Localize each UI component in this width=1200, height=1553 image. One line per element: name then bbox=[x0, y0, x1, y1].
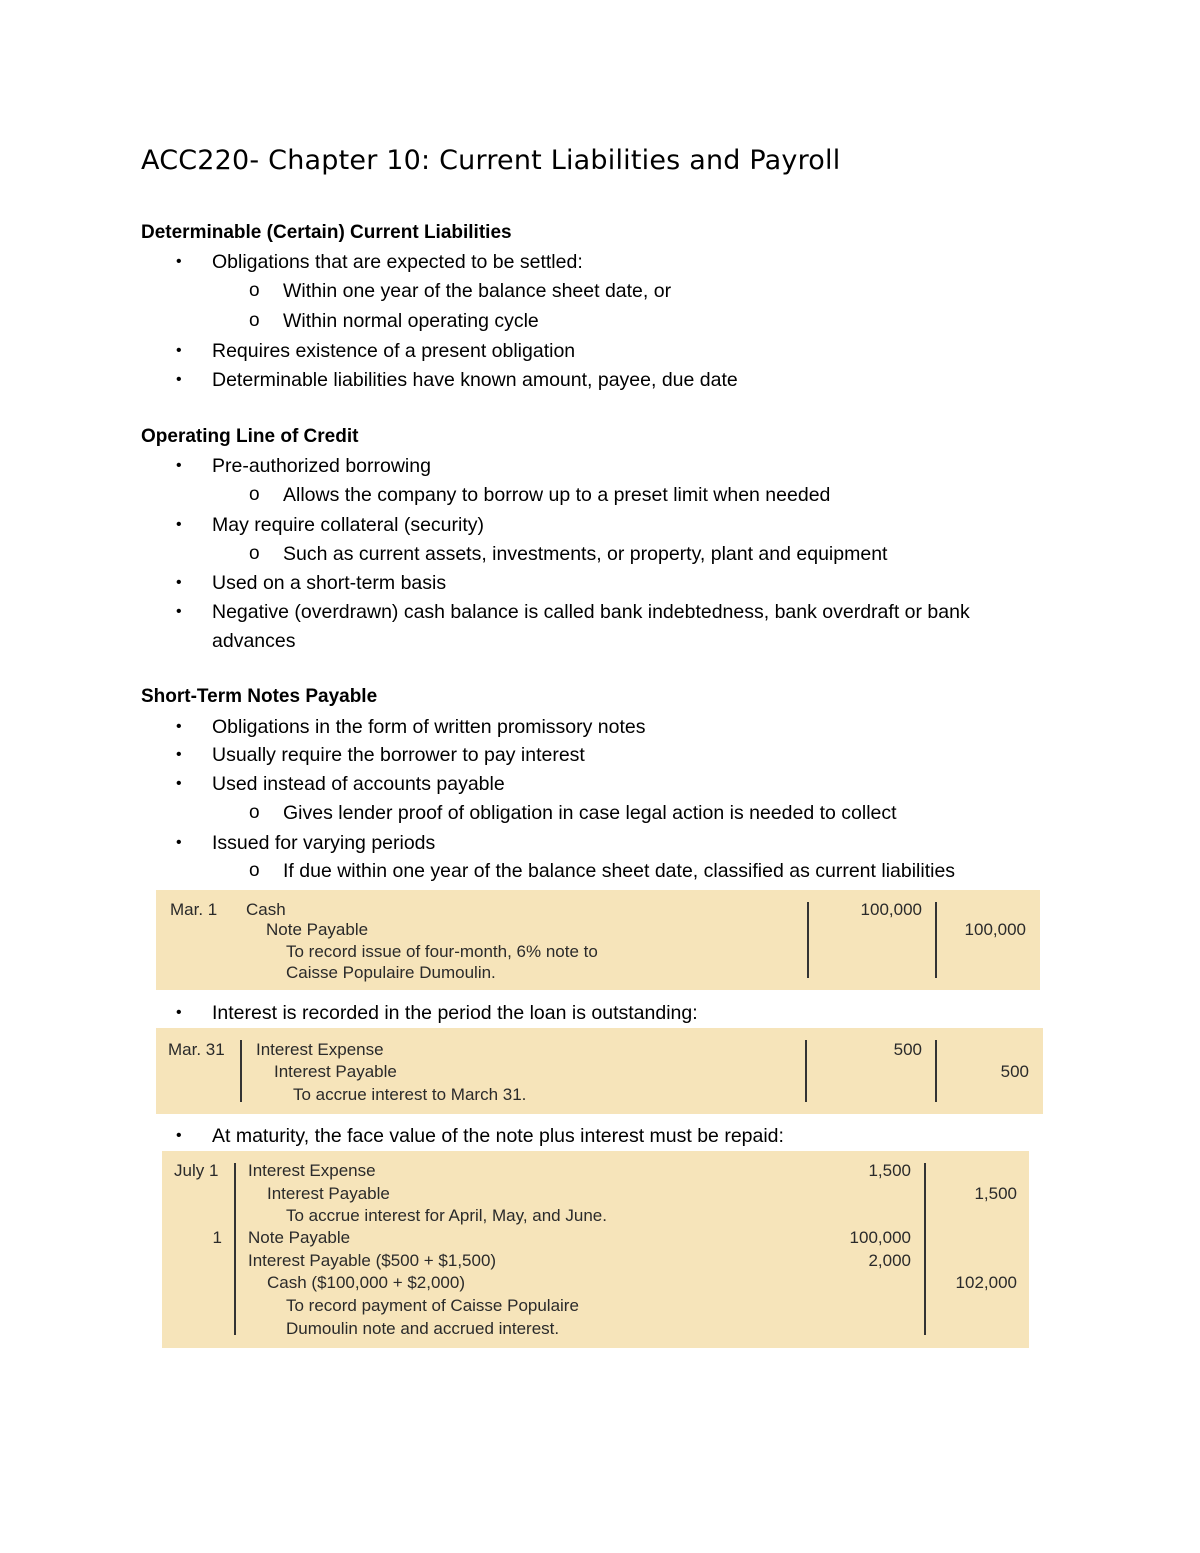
bullet-icon: • bbox=[176, 253, 182, 270]
list-item: Requires existence of a present obligation bbox=[212, 340, 576, 362]
bullet-icon: • bbox=[176, 718, 182, 735]
sub-bullet-icon: o bbox=[249, 484, 260, 505]
sub-bullet-icon: o bbox=[249, 280, 260, 301]
journal-debit-account: Note Payable bbox=[248, 1228, 351, 1247]
list-subitem: Such as current assets, investments, or property, plant and equipment bbox=[283, 543, 888, 565]
journal-entry-accrue-interest bbox=[156, 1028, 1043, 1114]
list-item: Interest is recorded in the period the loan is outstanding: bbox=[212, 1002, 698, 1024]
list-item: Used instead of accounts payable bbox=[212, 773, 505, 795]
journal-entry-maturity bbox=[162, 1151, 1029, 1348]
bullet-icon: • bbox=[176, 746, 182, 763]
journal-date: Mar. 31 bbox=[168, 1040, 225, 1059]
journal-credit-account: Interest Payable bbox=[274, 1062, 397, 1081]
list-item: Usually require the borrower to pay interest bbox=[212, 744, 585, 766]
bullet-icon: • bbox=[176, 574, 182, 591]
journal-debit-account: Interest Expense bbox=[256, 1040, 384, 1059]
journal-debit-amount: 1,500 bbox=[868, 1161, 911, 1180]
list-item-continuation: advances bbox=[212, 630, 296, 652]
journal-memo: To record payment of Caisse Populaire bbox=[286, 1296, 579, 1315]
journal-debit-account: Cash bbox=[246, 900, 286, 919]
section-heading-determinable: Determinable (Certain) Current Liabilities bbox=[141, 222, 512, 243]
column-divider bbox=[240, 1040, 242, 1102]
journal-credit-amount: 102,000 bbox=[955, 1273, 1017, 1292]
sub-bullet-icon: o bbox=[249, 860, 260, 881]
journal-credit-account: Cash ($100,000 + $2,000) bbox=[267, 1273, 466, 1292]
journal-credit-amount: 1,500 bbox=[974, 1184, 1017, 1203]
bullet-icon: • bbox=[176, 371, 182, 388]
column-divider bbox=[805, 1040, 807, 1102]
journal-date: 1 bbox=[212, 1228, 222, 1247]
journal-memo: To accrue interest to March 31. bbox=[293, 1085, 527, 1104]
list-item: May require collateral (security) bbox=[212, 514, 485, 536]
journal-debit-account: Interest Expense bbox=[248, 1161, 376, 1180]
list-subitem: If due within one year of the balance sheet date, classified as current liabilities bbox=[283, 860, 956, 882]
bullet-icon: • bbox=[176, 834, 182, 851]
journal-debit-account: Interest Payable ($500 + $1,500) bbox=[248, 1251, 497, 1270]
column-divider bbox=[935, 1040, 937, 1102]
bullet-icon: • bbox=[176, 342, 182, 359]
list-item: Negative (overdrawn) cash balance is called bank indebtedness, bank overdraft or bank bbox=[212, 601, 970, 623]
list-item: Pre-authorized borrowing bbox=[212, 455, 431, 477]
list-item: Obligations that are expected to be settled: bbox=[212, 251, 583, 273]
journal-debit-amount: 2,000 bbox=[868, 1251, 911, 1270]
column-divider bbox=[234, 1163, 236, 1335]
sub-bullet-icon: o bbox=[249, 802, 260, 823]
section-heading-line-of-credit: Operating Line of Credit bbox=[141, 426, 359, 447]
sub-bullet-icon: o bbox=[249, 543, 260, 564]
sub-bullet-icon: o bbox=[249, 310, 260, 331]
list-item: At maturity, the face value of the note plus interest must be repaid: bbox=[212, 1125, 784, 1147]
journal-credit-amount: 100,000 bbox=[964, 920, 1026, 939]
list-subitem: Within one year of the balance sheet date, or bbox=[283, 280, 672, 302]
journal-memo: To accrue interest for April, May, and June. bbox=[286, 1206, 607, 1225]
list-item: Used on a short-term basis bbox=[212, 572, 447, 594]
bullet-icon: • bbox=[176, 457, 182, 474]
column-divider bbox=[807, 902, 809, 978]
bullet-icon: • bbox=[176, 1004, 182, 1021]
bullet-icon: • bbox=[176, 516, 182, 533]
journal-debit-amount: 100,000 bbox=[849, 1228, 911, 1247]
bullet-icon: • bbox=[176, 1127, 182, 1144]
list-item: Issued for varying periods bbox=[212, 832, 436, 854]
page-title: ACC220- Chapter 10: Current Liabilities and Payroll bbox=[141, 145, 841, 176]
journal-memo: Dumoulin note and accrued interest. bbox=[286, 1319, 560, 1338]
journal-credit-amount: 500 bbox=[1000, 1062, 1029, 1081]
journal-credit-account: Note Payable bbox=[266, 920, 369, 939]
list-subitem: Within normal operating cycle bbox=[283, 310, 539, 332]
journal-debit-amount: 100,000 bbox=[860, 900, 922, 919]
journal-memo: Caisse Populaire Dumoulin. bbox=[286, 963, 496, 982]
column-divider bbox=[924, 1163, 926, 1335]
journal-date: Mar. 1 bbox=[170, 900, 218, 919]
journal-memo: To record issue of four-month, 6% note to bbox=[286, 942, 598, 961]
column-divider bbox=[935, 902, 937, 978]
journal-credit-account: Interest Payable bbox=[267, 1184, 390, 1203]
journal-date: July 1 bbox=[174, 1161, 219, 1180]
journal-entry-issue-note bbox=[156, 890, 1040, 990]
section-heading-notes-payable: Short-Term Notes Payable bbox=[141, 686, 378, 707]
list-subitem: Allows the company to borrow up to a preset limit when needed bbox=[283, 484, 831, 506]
list-item: Determinable liabilities have known amount, payee, due date bbox=[212, 369, 738, 391]
list-item: Obligations in the form of written promissory notes bbox=[212, 716, 646, 738]
list-subitem: Gives lender proof of obligation in case legal action is needed to collect bbox=[283, 802, 897, 824]
bullet-icon: • bbox=[176, 603, 182, 620]
journal-debit-amount: 500 bbox=[893, 1040, 922, 1059]
bullet-icon: • bbox=[176, 775, 182, 792]
